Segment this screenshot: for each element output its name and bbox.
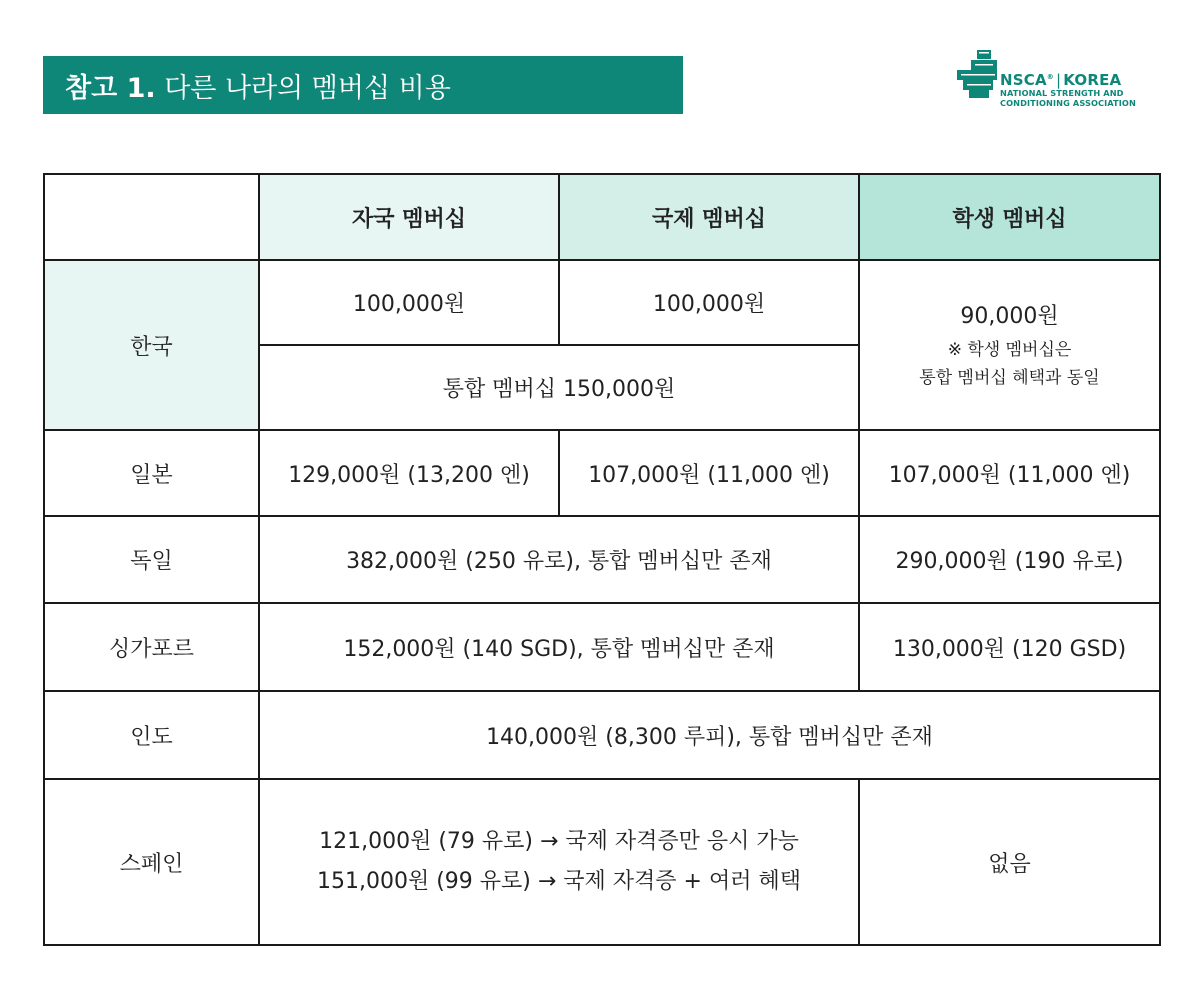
country-japan: 일본 xyxy=(44,430,259,516)
spain-fee-line-1: 121,000원 (79 유로) → 국제 자격증만 응시 가능 xyxy=(319,829,799,854)
logo-subtitle: NATIONAL STRENGTH AND CONDITIONING ASSOCIATION xyxy=(1000,88,1136,108)
japan-international-fee: 107,000원 (11,000 엔) xyxy=(559,430,859,516)
germany-student-fee: 290,000원 (190 유로) xyxy=(859,516,1160,603)
country-singapore: 싱가포르 xyxy=(44,603,259,691)
germany-combined-fee: 382,000원 (250 유로), 통합 멤버십만 존재 xyxy=(259,516,859,603)
korea-student-fee-cell xyxy=(859,260,1160,430)
japan-student-fee: 107,000원 (11,000 엔) xyxy=(859,430,1160,516)
korea-student-fee: 90,000원 xyxy=(960,303,1059,329)
spain-fee-cell xyxy=(259,779,859,945)
header-row xyxy=(44,174,1160,260)
title-prefix: 참고 1. xyxy=(65,72,156,104)
country-india: 인도 xyxy=(44,691,259,779)
header-domestic-membership: 자국 멤버십 xyxy=(259,174,559,260)
nsca-korea-logo xyxy=(955,46,1155,116)
spain-fee-line-2: 151,000원 (99 유로) → 국제 자격증 + 여러 혜택 xyxy=(317,869,801,894)
header-international-membership: 국제 멤버십 xyxy=(559,174,859,260)
title-banner xyxy=(43,56,683,114)
korea-domestic-fee: 100,000원 xyxy=(259,260,559,345)
title-text: 다른 나라의 멤버십 비용 xyxy=(164,72,451,104)
table-row-japan xyxy=(44,430,1160,516)
korea-student-note: ※ 학생 멤버십은 통합 멤버십 혜택과 동일 xyxy=(919,339,1100,388)
table-row-germany xyxy=(44,516,1160,603)
korea-international-fee: 100,000원 xyxy=(559,260,859,345)
table-row-singapore xyxy=(44,603,1160,691)
nsca-emblem-icon xyxy=(955,48,999,108)
korea-integrated-fee: 통합 멤버십 150,000원 xyxy=(259,345,859,430)
country-korea: 한국 xyxy=(44,260,259,430)
country-spain: 스페인 xyxy=(44,779,259,945)
country-germany: 독일 xyxy=(44,516,259,603)
page-title xyxy=(65,66,451,105)
india-combined-fee: 140,000원 (8,300 루피), 통합 멤버십만 존재 xyxy=(259,691,1160,779)
japan-domestic-fee: 129,000원 (13,200 엔) xyxy=(259,430,559,516)
header-empty-cell xyxy=(44,174,259,260)
table-row-korea xyxy=(44,260,1160,345)
singapore-combined-fee: 152,000원 (140 SGD), 통합 멤버십만 존재 xyxy=(259,603,859,691)
spain-student-fee: 없음 xyxy=(859,779,1160,945)
singapore-student-fee: 130,000원 (120 GSD) xyxy=(859,603,1160,691)
header-student-membership: 학생 멤버십 xyxy=(859,174,1160,260)
logo-wordmark: NSCA® | KOREA xyxy=(1000,71,1122,89)
table-row-india xyxy=(44,691,1160,779)
table-row-spain xyxy=(44,779,1160,945)
membership-fee-table xyxy=(43,173,1161,946)
